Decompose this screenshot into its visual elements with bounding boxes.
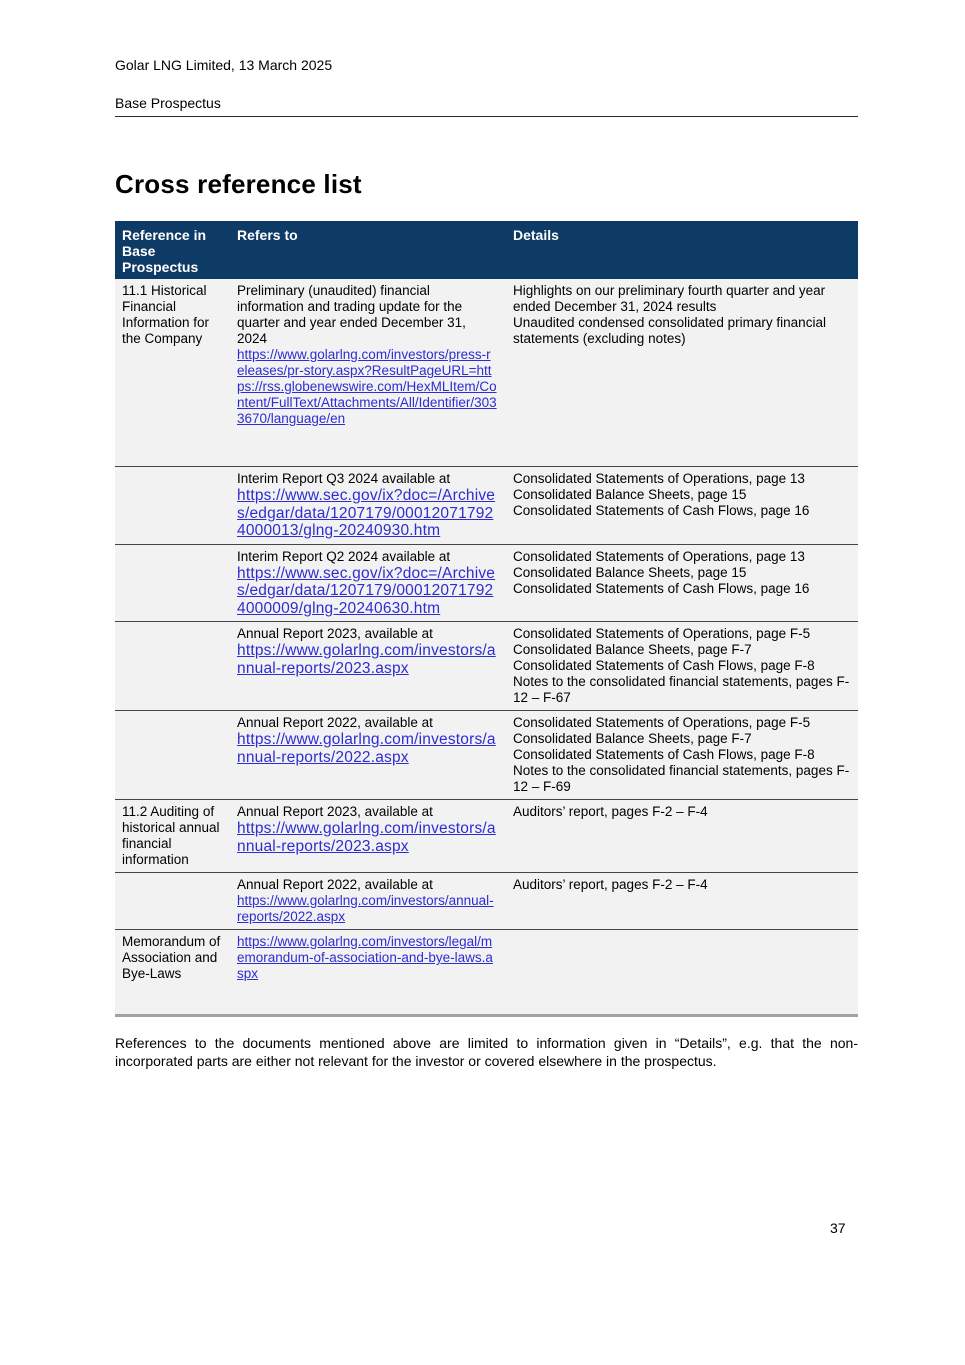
reference-cell: Memorandum of Association and Bye-Laws bbox=[122, 934, 221, 981]
detail-line: Consolidated Balance Sheets, page 15 bbox=[513, 564, 747, 580]
column-header-details: Details bbox=[513, 227, 559, 243]
page-title: Cross reference list bbox=[115, 169, 362, 199]
details-cell bbox=[506, 800, 858, 872]
refers-to-cell bbox=[230, 873, 506, 929]
refers-to-cell bbox=[230, 711, 506, 799]
cross-reference-table bbox=[115, 221, 858, 1017]
table-row bbox=[115, 799, 858, 872]
table-row bbox=[115, 279, 858, 466]
detail-line: Consolidated Statements of Cash Flows, page 16 bbox=[513, 580, 810, 596]
refers-to-text: Annual Report 2023, available at bbox=[237, 626, 433, 641]
detail-line: Auditors’ report, pages F-2 – F-4 bbox=[513, 877, 708, 892]
column-header-refers-to: Refers to bbox=[237, 227, 298, 243]
details-cell bbox=[506, 622, 858, 710]
refers-to-text: Interim Report Q3 2024 available at bbox=[237, 471, 451, 486]
interim-report-q3-2024-link[interactable]: https://www.sec.gov/ix?doc=/Archives/edgar/data/1207179/000120717924000013/glng-20240930.htm bbox=[237, 487, 496, 539]
annual-report-2022-link[interactable]: https://www.golarlng.com/investors/annual-reports/2022.aspx bbox=[237, 731, 496, 766]
refers-to-cell bbox=[230, 930, 506, 1014]
interim-report-q2-2024-link[interactable]: https://www.sec.gov/ix?doc=/Archives/edgar/data/1207179/000120717924000009/glng-20240630.htm bbox=[237, 564, 496, 617]
detail-line: Consolidated Statements of Operations, page 13 bbox=[513, 471, 805, 486]
details-cell bbox=[506, 467, 858, 544]
memorandum-association-link[interactable]: https://www.golarlng.com/investors/legal/memorandum-of-association-and-bye-laws.aspx bbox=[237, 934, 493, 981]
reference-cell: 11.1 Historical Financial Information for the Company bbox=[122, 283, 210, 346]
refers-to-text: Annual Report 2023, available at bbox=[237, 804, 433, 819]
refers-to-text: Interim Report Q2 2024 available at bbox=[237, 548, 451, 564]
details-cell bbox=[506, 930, 858, 1014]
detail-line: Unaudited condensed consolidated primary financial statements (excluding notes) bbox=[513, 315, 826, 346]
details-cell bbox=[506, 711, 858, 799]
detail-line: Consolidated Balance Sheets, page 15 bbox=[513, 487, 747, 502]
page-content bbox=[115, 57, 858, 1070]
detail-line: Notes to the consolidated financial statements, pages F-12 – F-69 bbox=[513, 763, 850, 794]
table-row bbox=[115, 621, 858, 710]
references-note: References to the documents mentioned above are limited to information given in “Details”, e.g. that the non-incorporated parts are either not relevant for the investor or covered elsewhere in the prospectus. bbox=[115, 1035, 858, 1069]
details-cell bbox=[506, 873, 858, 929]
detail-line: Highlights on our preliminary fourth quarter and year ended December 31, 2024 results bbox=[513, 283, 826, 314]
table-row bbox=[115, 710, 858, 799]
annual-report-2023-audit-link[interactable]: https://www.golarlng.com/investors/annual-reports/2023.aspx bbox=[237, 820, 496, 855]
reference-cell bbox=[115, 467, 230, 544]
reference-cell bbox=[115, 545, 230, 622]
press-release-link[interactable]: https://www.golarlng.com/investors/press-releases/pr-story.aspx?ResultPageURL=https://rss.globenewswire.com/HexMLItem/Content/FullText/Attachments/All/Identifier/3033670/language/en bbox=[237, 347, 497, 426]
document-header-title: Base Prospectus bbox=[115, 95, 858, 117]
refers-to-cell bbox=[230, 800, 506, 872]
detail-line: Consolidated Balance Sheets, page F-7 bbox=[513, 731, 752, 746]
table-row bbox=[115, 929, 858, 1014]
reference-cell bbox=[115, 873, 230, 929]
detail-line: Notes to the consolidated financial statements, pages F-12 – F-67 bbox=[513, 674, 850, 705]
detail-line: Auditors’ report, pages F-2 – F-4 bbox=[513, 804, 708, 819]
table-row bbox=[115, 544, 858, 622]
detail-line: Consolidated Statements of Cash Flows, page F-8 bbox=[513, 747, 815, 762]
table-header-row bbox=[115, 221, 858, 279]
page-number: 37 bbox=[830, 1220, 846, 1236]
refers-to-text: Annual Report 2022, available at bbox=[237, 877, 433, 892]
details-cell bbox=[506, 545, 858, 622]
refers-to-cell bbox=[230, 622, 506, 710]
reference-cell bbox=[115, 622, 230, 710]
details-cell bbox=[506, 279, 858, 466]
detail-line: Consolidated Statements of Cash Flows, page F-8 bbox=[513, 658, 815, 673]
refers-to-cell bbox=[230, 467, 506, 544]
annual-report-2022-audit-link[interactable]: https://www.golarlng.com/investors/annual-reports/2022.aspx bbox=[237, 893, 494, 924]
reference-cell: 11.2 Auditing of historical annual financial information bbox=[122, 804, 220, 867]
document-header-company-date: Golar LNG Limited, 13 March 2025 bbox=[115, 57, 333, 73]
column-header-reference: Reference in Base Prospectus bbox=[122, 227, 207, 275]
detail-line: Consolidated Statements of Operations, page 13 bbox=[513, 548, 805, 564]
refers-to-cell bbox=[230, 279, 506, 466]
detail-line: Consolidated Statements of Operations, page F-5 bbox=[513, 626, 811, 641]
refers-to-text: Annual Report 2022, available at bbox=[237, 715, 433, 730]
annual-report-2023-link[interactable]: https://www.golarlng.com/investors/annual-reports/2023.aspx bbox=[237, 642, 496, 677]
detail-line: Consolidated Balance Sheets, page F-7 bbox=[513, 642, 752, 657]
refers-to-text: Preliminary (unaudited) financial information and trading update for the quarter and year ended December 31, 2024 bbox=[237, 283, 466, 346]
table-row bbox=[115, 466, 858, 544]
detail-line: Consolidated Statements of Cash Flows, page 16 bbox=[513, 503, 810, 518]
table-row bbox=[115, 872, 858, 929]
detail-line: Consolidated Statements of Operations, page F-5 bbox=[513, 715, 811, 730]
refers-to-cell bbox=[230, 545, 506, 622]
reference-cell bbox=[115, 711, 230, 799]
